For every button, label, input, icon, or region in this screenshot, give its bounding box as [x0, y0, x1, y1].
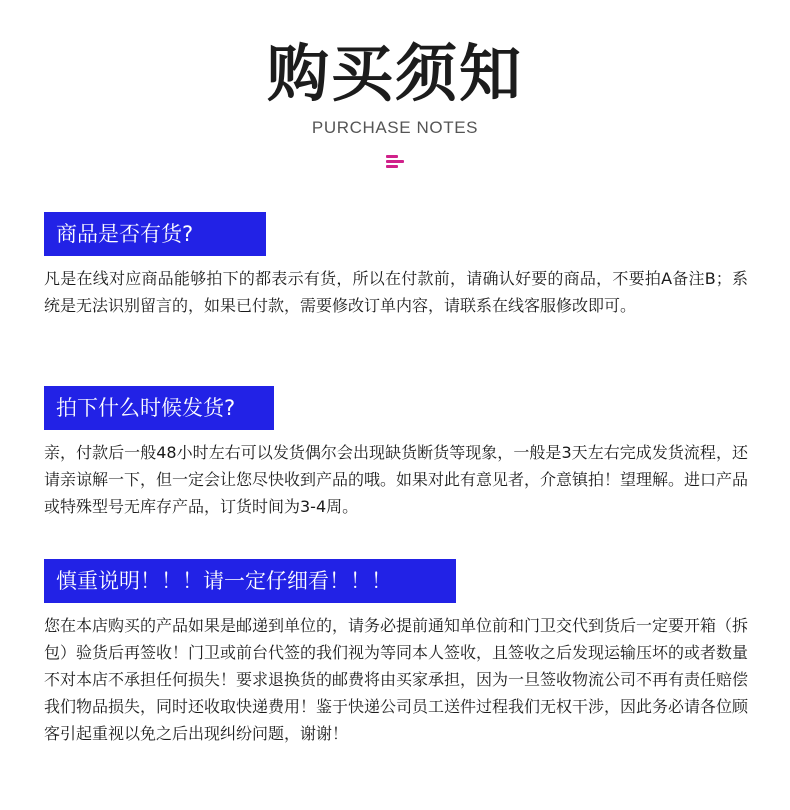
section-body: 您在本店购买的产品如果是邮递到单位的，请务必提前通知单位前和门卫交代到货后一定要开箱（拆包）验货后再签收！门卫或前台代签的我们视为等同本人签收，且签收之后发现运输压坏的或者数量不对本店不承担任何损失！要求退换货的邮费将由买家承担，因为一旦签收物流公司不再有责任赔偿我们物品损失，同时还收取快递费用！鉴于快递公司员工送件过程我们无权干涉，因此务必请各位顾客引起重视以免之后出现纠纷问题，谢谢！ — [44, 616, 749, 743]
page-title: 购买须知 — [266, 37, 523, 110]
section-body: 亲，付款后一般48小时左右可以发货偶尔会出现缺货断货等现象，一般是3天左右完成发货流程，还请亲谅解一下，但一定会让您尽快收到产品的哦。如果对此有意见者，介意镇拍！望理解。进口产品或特殊型号无库存产品，订货时间为3-4周。 — [44, 443, 749, 516]
menu-icon — [386, 155, 404, 169]
section-heading: 慎重说明！！！请一定仔细看！！！ — [44, 559, 456, 603]
page-subtitle: PURCHASE NOTES — [311, 118, 479, 137]
section-body: 凡是在线对应商品能够拍下的都表示有货，所以在付款前，请确认好要的商品，不要拍A备注B；系统是无法识别留言的，如果已付款，需要修改订单内容，请联系在线客服修改即可。 — [44, 269, 748, 315]
section-heading: 拍下什么时候发货? — [44, 386, 274, 430]
section-heading: 商品是否有货? — [44, 212, 266, 256]
